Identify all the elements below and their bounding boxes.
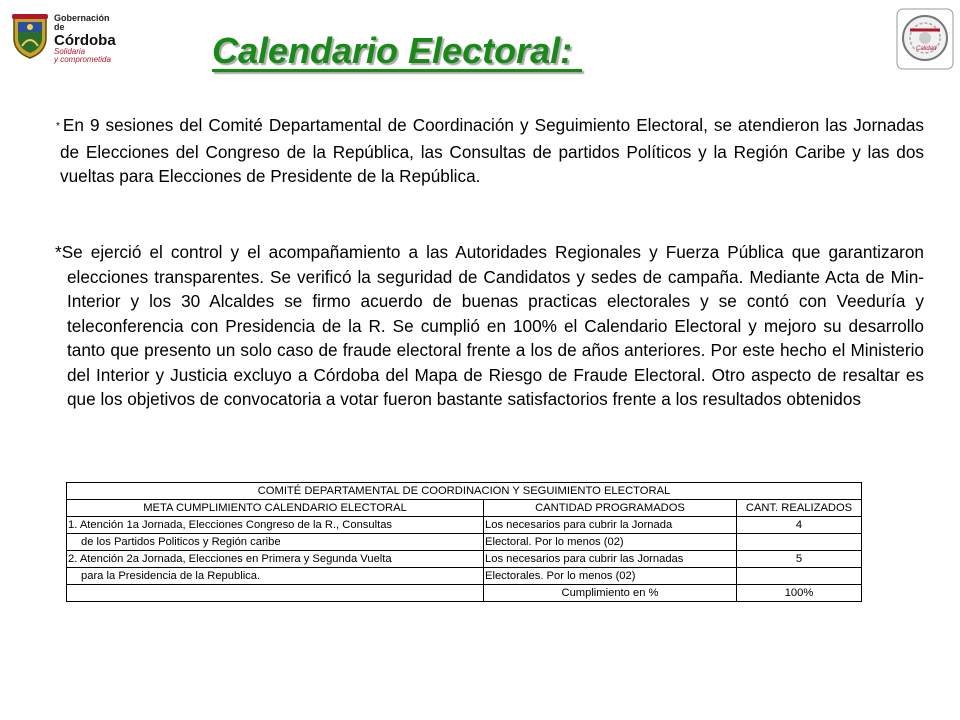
coat-of-arms-icon	[10, 12, 50, 60]
logo-line-1: Gobernación de	[54, 13, 110, 32]
cell-meta: para la Presidencia de la Republica.	[67, 568, 484, 585]
cell-realizados: 5	[737, 551, 862, 568]
table-row	[67, 517, 862, 534]
calidad-seal-logo	[896, 8, 954, 70]
cell-programados: Los necesarios para cubrir las Jornadas	[484, 551, 737, 568]
cell-realizados	[737, 534, 862, 551]
logo-line-2: Córdoba	[54, 32, 116, 49]
paragraph-bullet: *	[56, 121, 60, 132]
gobernacion-cordoba-logo	[10, 10, 120, 66]
table-title: COMITÉ DEPARTAMENTAL DE COORDINACION Y SEGUIMIENTO ELECTORAL	[67, 483, 862, 500]
paragraph-sesiones	[56, 113, 924, 189]
header-realizados: CANT. REALIZADOS	[737, 500, 862, 517]
seal-caption: Calidad	[916, 46, 937, 52]
logo-line-4: y comprometida	[54, 55, 111, 64]
table-title-row	[67, 483, 862, 500]
cell-realizados	[737, 568, 862, 585]
table-row	[67, 568, 862, 585]
table-row	[67, 534, 862, 551]
cell-programados: Electoral. Por lo menos (02)	[484, 534, 737, 551]
cell-programados: Electorales. Por lo menos (02)	[484, 568, 737, 585]
quality-seal-icon	[896, 8, 954, 70]
paragraph-1-text: En 9 sesiones del Comité Departamental de Coordinación y Seguimiento Electoral, se atendieron las Jornadas de Elecciones del Congreso de la República, las Consultas de partidos Políticos y la Región Caribe y las dos vueltas para Elecciones de Presidente de la República.	[60, 115, 924, 186]
electoral-table	[66, 482, 862, 602]
table-footer-row	[67, 585, 862, 602]
footer-value: 100%	[737, 585, 862, 602]
footer-label: Cumplimiento en %	[484, 585, 737, 602]
cell-realizados: 4	[737, 517, 862, 534]
cell-meta: 2. Atención 2a Jornada, Elecciones en Primera y Segunda Vuelta	[67, 551, 484, 568]
footer-empty-cell	[67, 585, 484, 602]
logo-line-3: Solidaria	[54, 47, 86, 56]
paragraph-control: *Se ejerció el control y el acompañamiento a las Autoridades Regionales y Fuerza Pública que garantizaron elecciones transparentes. Se verificó la seguridad de Candidatos y sedes de campaña. Mediante Acta de Min-Interior y los 30 Alcaldes se firmo acuerdo de buenas practicas electorales y se contó con Veeduría y teleconferencia con Presidencia de la R. Se cumplió en 100% el Calendario Electoral y mejoro su desarrollo tanto que presento un solo caso de fraude electoral frente a los de años anteriores. Por este hecho el Ministerio del Interior y Justicia excluyo a Córdoba del Mapa de Riesgo de Fraude Electoral. Otro aspecto de resaltar es que los objetivos de convocatoria a votar fueron bastante satisfactorios frente a los resultados obtenidos	[55, 242, 924, 409]
cell-meta: de los Partidos Politicos y Región caribe	[67, 534, 484, 551]
header-meta: META CUMPLIMIENTO CALENDARIO ELECTORAL	[67, 500, 484, 517]
page-title: Calendario Electoral:	[212, 30, 583, 71]
cell-programados: Los necesarios para cubrir la Jornada	[484, 517, 737, 534]
header-programados: CANTIDAD PROGRAMADOS	[484, 500, 737, 517]
table-row	[67, 551, 862, 568]
table-header-row	[67, 500, 862, 517]
cell-meta: 1. Atención 1a Jornada, Elecciones Congreso de la R., Consultas	[67, 517, 484, 534]
